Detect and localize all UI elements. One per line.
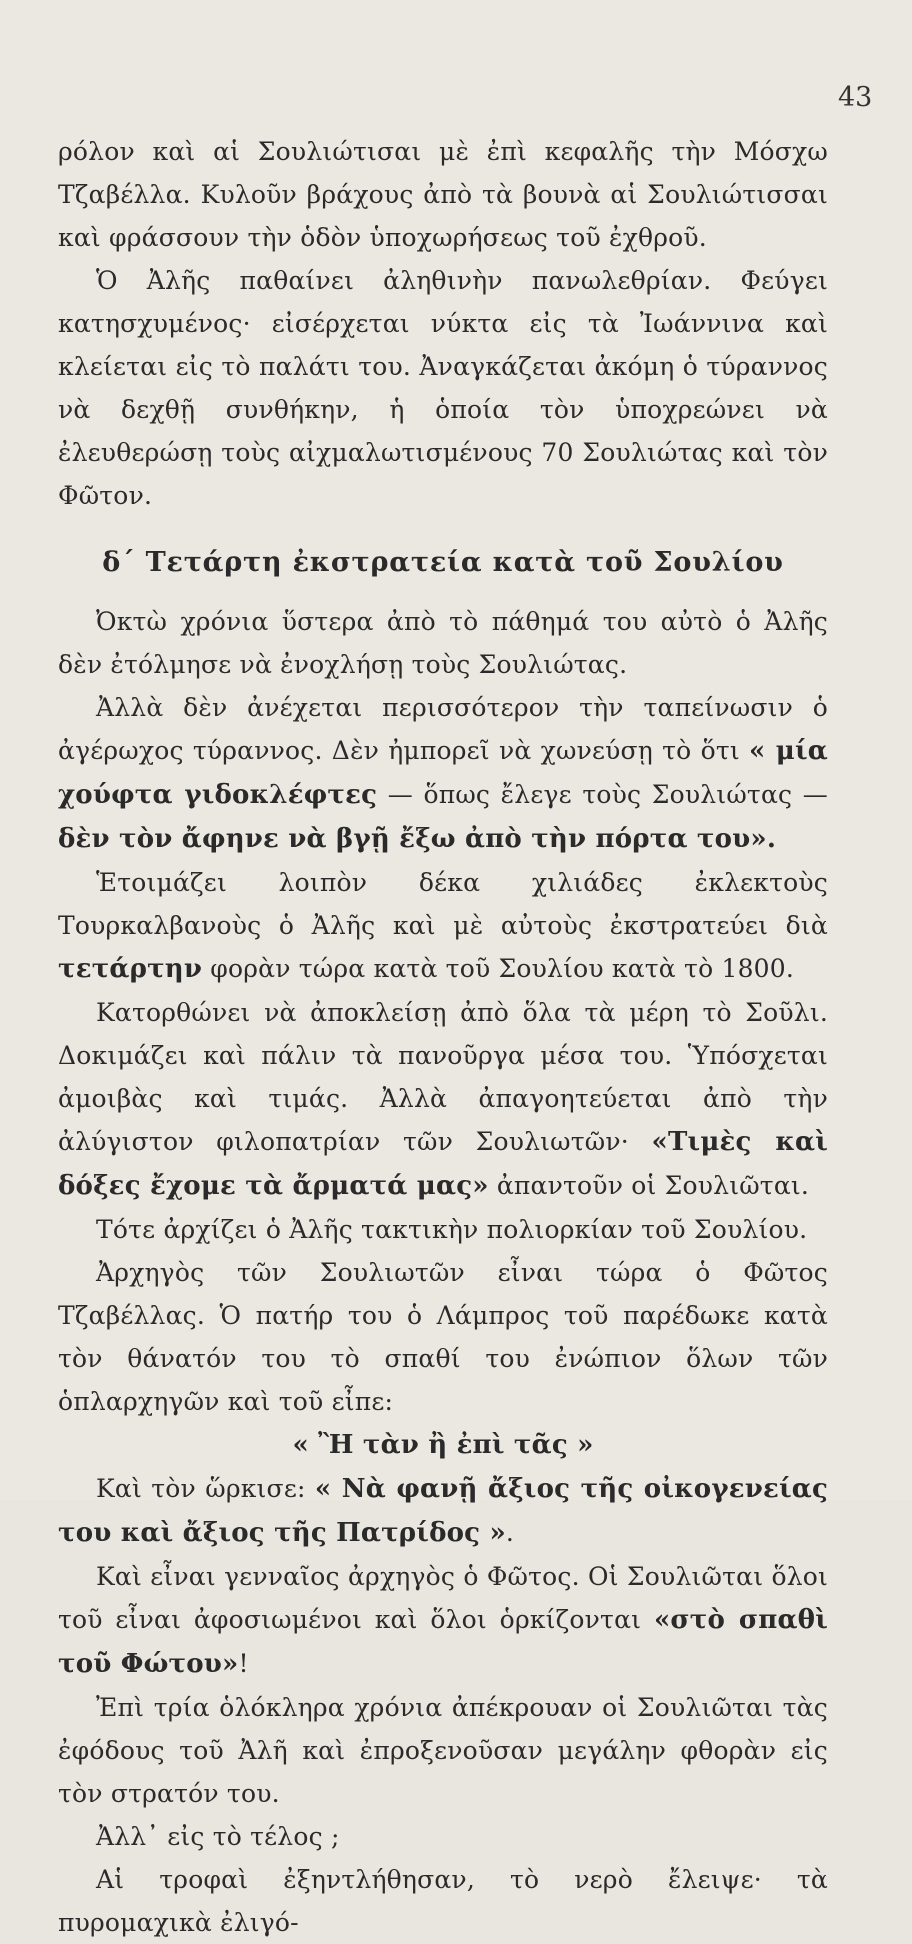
body-text	[58, 130, 828, 1944]
paragraph	[58, 861, 828, 991]
paragraph: Τότε ἀρχίζει ὁ Ἀλῆς τακτικὴν πολιορκίαν τοῦ Σουλίου.	[96, 1215, 808, 1244]
bold-word: τετάρτην	[58, 954, 203, 984]
text-run: ἀπαντοῦν οἱ Σουλιῶται.	[488, 1171, 810, 1200]
paragraph: Ἀλλ᾽ εἰς τὸ τέλος ;	[96, 1822, 340, 1851]
bold-quote: « Ἢ τὰν ἢ ἐπὶ τᾶς »	[292, 1430, 594, 1460]
paragraph: Ἐπὶ τρία ὁλόκληρα χρόνια ἀπέκρουαν οἱ Σουλιῶται τὰς ἐφόδους τοῦ Ἀλῆ καὶ ἐπροξενοῦσαν μεγάλην φθορὰν εἰς τὸν στρατόν του.	[58, 1693, 828, 1808]
text-run: .	[505, 1518, 515, 1547]
text-run: Ἀλλὰ δὲν ἀνέχεται περισσότερον τὴν ταπείνωσιν ὁ ἀγέρωχος τύραννος. Δὲν ἠμπορεῖ νὰ χωνεύσῃ τὸ ὅτι	[58, 693, 828, 765]
text-run: Ἑτοιμάζει λοιπὸν δέκα χιλιάδες ἐκλεκτοὺς Τουρκαλβανοὺς ὁ Ἀλῆς καὶ μὲ αὐτοὺς ἐκστρατεύει διὰ	[58, 868, 828, 940]
paragraph	[58, 686, 828, 861]
text-run: Καὶ εἶναι γενναῖος ἀρχηγὸς ὁ Φῶτος. Οἱ Σουλιῶται ὅλοι τοῦ εἶναι ἀφοσιωμένοι καὶ ὅλοι ὁρκίζονται	[58, 1562, 828, 1634]
bold-quote: δὲν τὸν ἄφηνε νὰ βγῇ ἔξω ἀπὸ τὴν πόρτα του».	[58, 824, 777, 854]
paragraph: Ὀκτὼ χρόνια ὕστερα ἀπὸ τὸ πάθημά του αὐτὸ ὁ Ἀλῆς δὲν ἐτόλμησε νὰ ἐνοχλήσῃ τοὺς Σουλιώτας.	[58, 607, 828, 679]
text-run: — ὅπως ἔλεγε τοὺς Σουλιώτας —	[377, 780, 828, 809]
text-run: !	[238, 1649, 249, 1678]
text-run: φορὰν τώρα κατὰ τοῦ Σουλίου κατὰ τὸ 1800.	[202, 954, 795, 983]
paragraph	[58, 991, 828, 1208]
paragraph	[58, 1555, 828, 1686]
paragraph: Ὁ Ἀλῆς παθαίνει ἀληθινὴν πανωλεθρίαν. Φεύγει κατησχυμένος· εἰσέρχεται νύκτα εἰς τὰ Ἰωάννινα καὶ κλείεται εἰς τὸ παλάτι του. Ἀναγκάζεται ἀκόμη ὁ τύραννος νὰ δεχθῇ συνθήκην, ἡ ὁποία τὸν ὑποχρεώνει νὰ ἐλευθερώσῃ τοὺς αἰχμαλωτισμένους 70 Σουλιώτας καὶ τὸν Φῶτον.	[58, 266, 828, 510]
paragraph	[58, 1467, 828, 1555]
bold-quote: «Τιμὲς καὶ δόξες ἔχομε τὰ ἄρματά μας»	[58, 1127, 828, 1201]
paragraph: Αἱ τροφαὶ ἐξηντλήθησαν, τὸ νερὸ ἔλειψε· τὰ πυρομαχικὰ ἐλιγό-	[58, 1865, 828, 1937]
bold-quote: « Νὰ φανῇ ἄξιος τῆς οἰκογενείας του καὶ ἄξιος τῆς Πατρίδος »	[58, 1474, 828, 1548]
bold-quote: «στὸ σπαθὶ τοῦ Φώτου»	[58, 1605, 828, 1679]
page-number: 43	[838, 82, 873, 113]
bold-quote: « μία χούφτα γιδοκλέφτες	[58, 736, 828, 810]
quote-line	[58, 1423, 828, 1467]
paragraph: ρόλον καὶ αἱ Σουλιώτισαι μὲ ἐπὶ κεφαλῆς τὴν Μόσχω Τζαβέλλα. Κυλοῦν βράχους ἀπὸ τὰ βουνὰ αἱ Σουλιώτισσαι καὶ φράσσουν τὴν ὁδὸν ὑποχωρήσεως τοῦ ἐχθροῦ.	[58, 137, 828, 252]
text-run: Καὶ τὸν ὥρκισε:	[96, 1474, 315, 1503]
section-heading: δ΄ Τετάρτη ἐκστρατεία κατὰ τοῦ Σουλίου	[102, 547, 784, 578]
paragraph: Ἀρχηγὸς τῶν Σουλιωτῶν εἶναι τώρα ὁ Φῶτος Τζαβέλλας. Ὁ πατήρ του ὁ Λάμπρος τοῦ παρέδωκε κατὰ τὸν θάνατόν του τὸ σπαθί του ἐνώπιον ὅλων τῶν ὁπλαρχηγῶν καὶ τοῦ εἶπε:	[58, 1258, 828, 1416]
text-run: Κατορθώνει νὰ ἀποκλείσῃ ἀπὸ ὅλα τὰ μέρη τὸ Σοῦλι. Δοκιμάζει καὶ πάλιν τὰ πανοῦργα μέσα του. Ὑπόσχεται ἀμοιβὰς καὶ τιμάς. Ἀλλὰ ἀπαγοητεύεται ἀπὸ τὴν ἀλύγιστον φιλοπατρίαν τῶν Σουλιωτῶν·	[58, 998, 828, 1156]
